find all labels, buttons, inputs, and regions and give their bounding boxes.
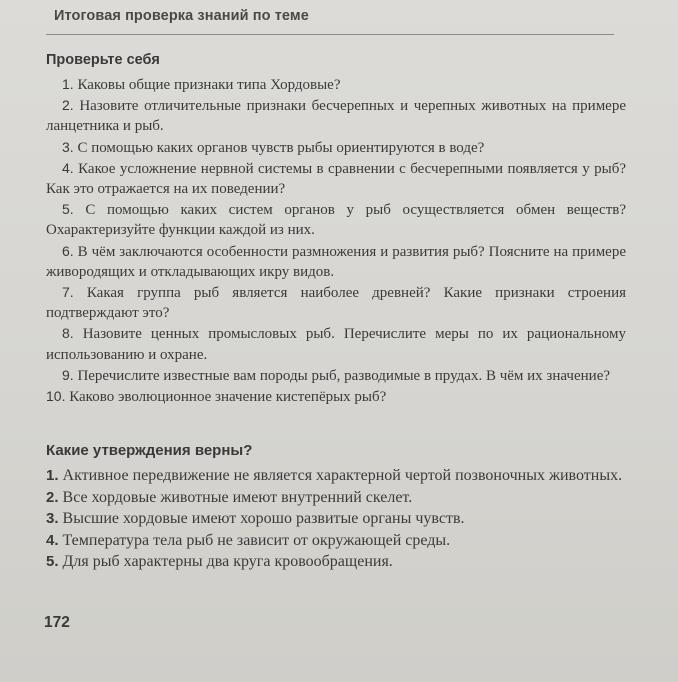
- check-section-title: Проверьте себя: [46, 52, 160, 68]
- question-item: 8. Назовите ценных промысловых рыб. Перечислите меры по их рациональному использованию и охране.: [46, 325, 627, 363]
- question-item: 9. Перечислите известные вам породы рыб, разводимые в прудах. В чём их значение?: [62, 366, 611, 384]
- question-item: 2. Назовите отличительные признаки бесчерепных и черепных животных на примере ланцетника и рыб.: [46, 97, 627, 135]
- question-item: 1. Каковы общие признаки типа Хордовые?: [62, 76, 341, 93]
- question-item: 5. С помощью каких систем органов у рыб осуществляется обмен веществ? Охарактеризуйте функции каждой из них.: [46, 201, 626, 239]
- statement-item: 1. Активное передвижение не является характерной чертой позвоночных животных.: [46, 467, 623, 484]
- statement-item: 4. Температура тела рыб не зависит от окружающей среды.: [46, 531, 451, 549]
- statements-section-title: Какие утверждения верны?: [46, 442, 253, 459]
- statement-item: 5. Для рыб характерны два круга кровообращения.: [46, 553, 393, 570]
- running-head: Итоговая проверка знаний по теме: [54, 8, 309, 24]
- statement-item: 3. Высшие хордовые имеют хорошо развитые органы чувств.: [46, 510, 465, 527]
- page-number: 172: [44, 614, 70, 631]
- question-item: 10. Каково эволюционное значение кистепёрых рыб?: [46, 388, 387, 406]
- check-question-list: [46, 74, 626, 407]
- statement-item: 2. Все хордовые животные имеют внутренний скелет.: [46, 488, 413, 506]
- question-item: 6. В чём заключаются особенности размножения и развития рыб? Поясните на примере живородящих и откладывающих икру видов.: [46, 242, 626, 280]
- question-item: 7. Какая группа рыб является наиболее древней? Какие признаки строения подтверждают это?: [46, 284, 627, 322]
- statement-list: [46, 465, 632, 573]
- header-divider: [46, 34, 614, 35]
- question-item: 3. С помощью каких органов чувств рыбы ориентируются в воде?: [62, 138, 485, 156]
- question-item: 4. Какое усложнение нервной системы в сравнении с бесчерепными появляется у рыб? Как это отражается на их поведении?: [46, 159, 626, 198]
